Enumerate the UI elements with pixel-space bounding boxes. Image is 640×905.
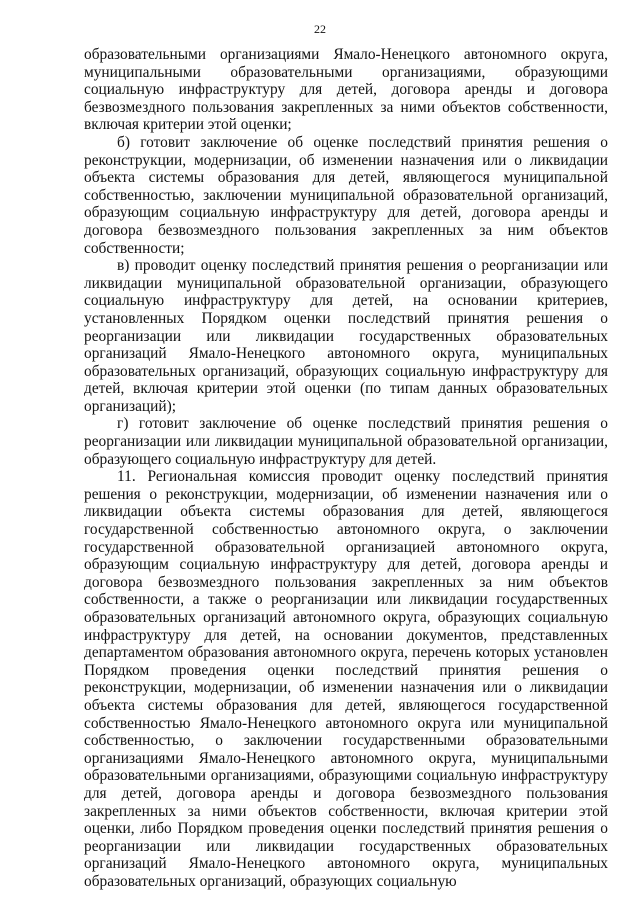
- page-number: 22: [314, 22, 326, 36]
- paragraph-item-b: б) готовит заключение об оценке последствий принятия решения о реконструкции, модернизации, об изменении назначения или о ликвидации объекта системы образования для детей, являющегося муниципальной собственностью, заключении муниципальной образовательной организаций, образующим социальную инфраструктуру для детей, договора аренды и договора безвозмездного пользования закрепленных за ним объектов собственности;: [84, 133, 608, 257]
- paragraph-item-g: г) готовит заключение об оценке последствий принятия решения о реорганизации или ликвидации муниципальной образовательной организации, образующего социальную инфраструктуру для детей.: [84, 415, 608, 468]
- paragraph-item-v: в) проводит оценку последствий принятия решения о реорганизации или ликвидации муниципальной образовательной организации, образующего социальную инфраструктуру для детей, на основании критериев, установленных Порядком оценки последствий принятия решения о реорганизации или ликвидации государственных образовательных организаций Ямало-Ненецкого автономного округа, муниципальных образовательных организаций, образующих социальную инфраструктуру для детей, включая критерии этой оценки (по типам данных образовательных организаций);: [84, 257, 608, 415]
- paragraph-continuation: образовательными организациями Ямало-Ненецкого автономного округа, муниципальными образовательными организациями, образующими социальную инфраструктуру для детей, договора аренды и договора безвозмездного пользования закрепленных за ними объектов собственности, включая критерии этой оценки;: [84, 46, 608, 134]
- document-body: [84, 46, 608, 891]
- paragraph-section-11: 11. Региональная комиссия проводит оценку последствий принятия решения о реконструкции, модернизации, об изменении назначения или о ликвидации объекта системы образования для детей, являющегося государственной собственностью автономного округа, о заключении государственной образовательной организацией автономного округа, образующим социальную инфраструктуру для детей, договора аренды и договора безвозмездного пользования закрепленных за ним объектов собственности, а также о реорганизации или ликвидации государственных образовательных организаций автономного округа, образующих социальную инфраструктуру для детей, на основании документов, представленных департаментом образования автономного округа, перечень которых установлен Порядком проведения оценки последствий принятия решения о реконструкции, модернизации, об изменении назначения или о ликвидации объекта системы образования для детей, являющегося государственной собственностью Ямало-Ненецкого автономного округа или муниципальной собственностью, о заключении государственными образовательными организациями Ямало-Ненецкого автономного округа, муниципальными образовательными организациями, образующими социальную инфраструктуру для детей, договора аренды и договора безвозмездного пользования закрепленных за ними объектов собственности, включая критерии этой оценки, либо Порядком проведения оценки последствий принятия решения о реорганизации или ликвидации государственных образовательных организаций Ямало-Ненецкого автономного округа, муниципальных образовательных организаций, образующих социальную: [84, 468, 608, 890]
